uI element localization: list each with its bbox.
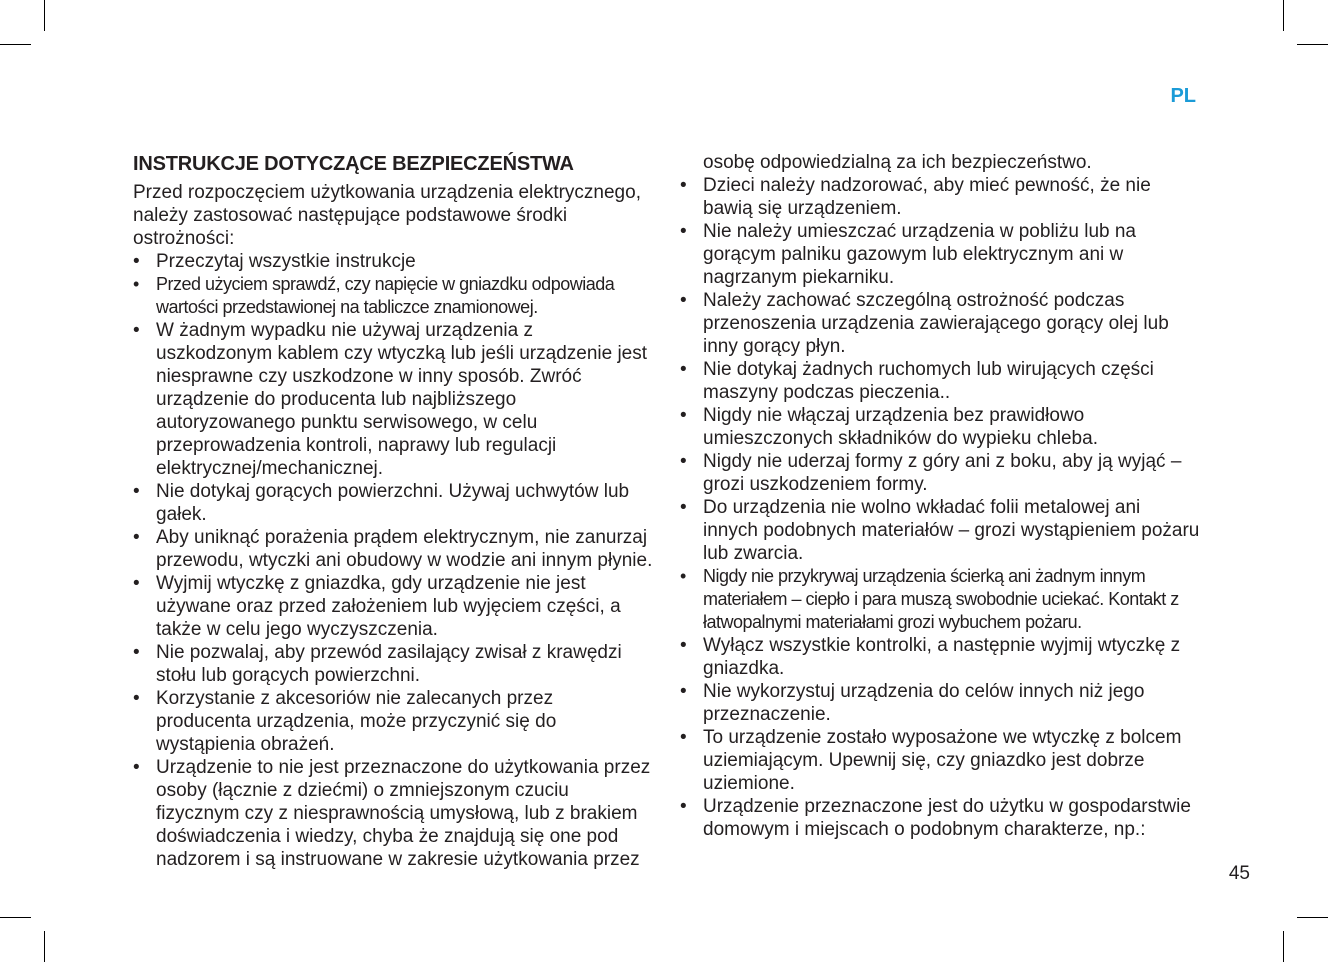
list-item: • To urządzenie zostało wyposażone we wtyczkę z bolcem uziemiającym. Upewnij się, czy gniazdko jest dobrze uziemione. (680, 727, 1182, 794)
list-item: • W żadnym wypadku nie używaj urządzenia z uszkodzonym kablem czy wtyczką lub jeśli urządzenie jest niesprawne czy uszkodzone w inny sposób. Zwróć urządzenie do producenta lub najbliższego autoryzowanego punktu serwisowego, w celu przeprowadzenia kontroli, naprawy lub regulacji elektrycznej/mechanicznej. (133, 320, 648, 479)
list-item: • Aby uniknąć porażenia prądem elektrycznym, nie zanurzaj przewodu, wtyczki ani obudowy w wodzie ani innym płynie. (133, 527, 653, 571)
crop-mark-bottom-right-v (1283, 931, 1284, 962)
crop-mark-bottom-left-h (0, 917, 31, 918)
list-item: • Nie pozwalaj, aby przewód zasilający zwisał z krawędzi stołu lub gorących powierzchni. (133, 642, 622, 686)
crop-mark-top-left-v (44, 0, 45, 31)
list-item: • Nie wykorzystuj urządzenia do celów innych niż jego przeznaczenie. (680, 681, 1145, 725)
crop-mark-bottom-left-v (44, 931, 45, 962)
crop-mark-top-right-h (1297, 44, 1328, 45)
list-item: • Nie dotykaj gorących powierzchni. Używaj uchwytów lub gałek. (133, 481, 630, 525)
list-item: • Nigdy nie włączaj urządzenia bez prawidłowo umieszczonych składników do wypieku chleba. (680, 405, 1098, 449)
crop-mark-top-right-v (1283, 0, 1284, 31)
intro-paragraph: Przed rozpoczęciem użytkowania urządzenia elektrycznego, należy zastosować następujące podstawowe środki ostrożności: (133, 182, 641, 249)
section-heading: INSTRUKCJE DOTYCZĄCE BEZPIECZEŃSTWA (133, 153, 574, 175)
list-item: • Nie dotykaj żadnych ruchomych lub wirujących części maszyny podczas pieczenia.. (680, 359, 1154, 403)
list-item-continuation: osobę odpowiedzialną za ich bezpieczeństwo. (703, 152, 1092, 173)
crop-mark-top-left-h (0, 44, 31, 45)
list-item: • Wyjmij wtyczkę z gniazdka, gdy urządzenie nie jest używane oraz przed założeniem lub wyjęciem części, a także w celu jego wyczyszczenia. (133, 573, 621, 640)
page-number: 45 (1228, 863, 1250, 884)
right-bullet-list (680, 151, 1200, 841)
list-item: • Nie należy umieszczać urządzenia w pobliżu lub na gorącym palniku gazowym lub elektrycznym ani w nagrzanym piekarniku. (680, 221, 1137, 288)
left-column (133, 151, 653, 871)
list-item: • Urządzenie przeznaczone jest do użytku w gospodarstwie domowym i miejscach o podobnym charakterze, np.: (680, 796, 1191, 840)
list-item: • Przeczytaj wszystkie instrukcje (133, 251, 416, 272)
left-bullet-list (133, 250, 653, 871)
list-item: • Przed użyciem sprawdź, czy napięcie w gniazdku odpowiada wartości przedstawionej na tabliczce znamionowej. (133, 274, 615, 317)
list-item: • Nigdy nie przykrywaj urządzenia ścierką ani żadnym innym materiałem – ciepło i para muszą swobodnie uciekać. Kontakt z łatwopalnymi materiałami grozi wybuchem pożaru. (680, 566, 1179, 632)
language-code: PL (1170, 85, 1196, 107)
list-item: • Korzystanie z akcesoriów nie zalecanych przez producenta urządzenia, może przyczynić się do wystąpienia obrażeń. (133, 688, 557, 755)
list-item: • Dzieci należy nadzorować, aby mieć pewność, że nie bawią się urządzeniem. (680, 175, 1151, 219)
list-item: • Urządzenie to nie jest przeznaczone do użytkowania przez osoby (łącznie z dziećmi) o zmniejszonym czuciu fizycznym czy z niesprawnością umysłową, lub z brakiem doświadczenia i wiedzy, chyba że znajdują się one pod nadzorem i są instruowane w zakresie użytkowania przez (133, 757, 651, 870)
list-item: • Nigdy nie uderzaj formy z góry ani z boku, aby ją wyjąć – grozi uszkodzeniem formy. (680, 451, 1182, 495)
crop-mark-bottom-right-h (1297, 917, 1328, 918)
list-item: • Wyłącz wszystkie kontrolki, a następnie wyjmij wtyczkę z gniazdka. (680, 635, 1181, 679)
right-column (680, 151, 1200, 841)
list-item: • Do urządzenia nie wolno wkładać folii metalowej ani innych podobnych materiałów – grozi wystąpieniem pożaru lub zwarcia. (680, 497, 1200, 564)
list-item: • Należy zachować szczególną ostrożność podczas przenoszenia urządzenia zawierającego gorący olej lub inny gorący płyn. (680, 290, 1169, 357)
